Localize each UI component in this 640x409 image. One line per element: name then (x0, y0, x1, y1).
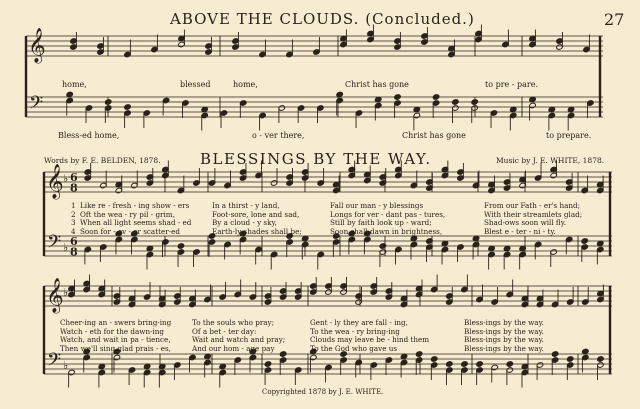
system2-bass-note-head (581, 238, 588, 244)
stanza-b-line-2-col-2: Of a bet - ter day: (192, 326, 257, 336)
stanza-a-line-1-col-1: Like re - fresh - ing show - ers (80, 201, 190, 210)
system1-lower-lyric-2: o - ver there, (252, 131, 305, 140)
stanza-a-line-4-col-3: Soon shall dawn in brightness, (330, 226, 443, 236)
bass-clef-icon: 𝄢 (47, 232, 62, 257)
system3-bass-note-head (279, 351, 286, 357)
stanza-a-line-3-col-1: When all light seems shad - ed (80, 218, 192, 228)
stanza-a-verse-number: 2 (71, 209, 76, 219)
stanza-b-line-1-col-2: To the souls who pray; (192, 318, 275, 327)
bass-clef-icon: 𝄢 (29, 93, 44, 118)
stanza-a-line-2-col-3: Longs for ver - dant pas - tures, (330, 209, 446, 219)
system2-treble-time-signature-top: 6 (70, 171, 78, 184)
system2-treble-time-signature-bottom: 8 (70, 181, 78, 195)
system3-bass-note-head (476, 361, 483, 367)
system3-bass-note-head (461, 361, 468, 367)
system1-upper-lyric-5: to pre - pare. (485, 80, 539, 89)
hymn-title: BLESSINGS BY THE WAY. (200, 150, 432, 168)
system1-upper-lyric-2: blessed (180, 80, 211, 89)
stanza-a-line-2-col-4: With their streamlets glad; (484, 209, 583, 219)
stanza-b-line-4-col-3: To the God who gave us (310, 343, 398, 353)
page-title (170, 10, 475, 28)
system2-bass-note-head (177, 243, 184, 249)
system1-lower-lyric-4: to prepare. (546, 131, 592, 140)
stanza-a-line-1-col-3: Fall our man - y blessings (330, 201, 424, 210)
copyright-notice: Copyrighted 1878 by J. E. WHITE. (262, 388, 384, 396)
system1-bass-note-head (471, 99, 478, 105)
stanza-a-line-2-col-2: Foot-sore, lone and sad, (212, 209, 300, 219)
system1-upper-lyric-3: home, (233, 80, 258, 89)
stanza-b-line-2-col-1: Watch - eth for the dawn-ing (60, 326, 165, 336)
music-credit: Music by J. E. WHITE, 1878. (496, 156, 605, 165)
stanza-b-line-3-col-4: Bless-ings by the way. (464, 335, 544, 345)
stanza-a-verse-number: 4 (71, 226, 76, 236)
treble-clef-icon: 𝄞 (28, 28, 46, 63)
system1-lower-lyric-1: Bless-ed home, (58, 131, 120, 140)
stanza-a-line-1-col-2: In a thirst - y land, (212, 201, 280, 210)
stanza-a-line-1-col-4: From our Fath - er's hand; (484, 201, 581, 210)
system1-lower-lyric-3: Christ has gone (402, 131, 466, 140)
stanza-a-line-3-col-3: Still by faith look up - ward; (330, 218, 432, 228)
flat-icon: ♭ (63, 286, 69, 299)
system2-bass-time-signature-bottom: 8 (70, 245, 78, 259)
stanza-a-verse-number: 1 (71, 201, 76, 210)
stanza-b-line-3-col-2: Wait and watch and pray; (192, 335, 286, 345)
stanza-a-line-3-col-4: Shad-ows soon will fly. (484, 218, 567, 228)
stanza-a-verse-number: 3 (71, 218, 76, 228)
system3-bass-note-head (431, 356, 438, 362)
flat-icon: ♭ (63, 172, 69, 185)
stanza-a-line-4-col-1: Soon for - ev - er scatter-ed (80, 226, 180, 236)
stanza-a-line-3-col-2: By a cloud - y sky, (212, 218, 277, 228)
treble-clef-icon: 𝄞 (46, 164, 64, 199)
system1-upper-lyric-4: Christ has gone (345, 80, 409, 89)
flat-icon: ♭ (63, 359, 69, 372)
stanza-a-line-4-col-4: Blest e - ter - ni - ty. (484, 226, 556, 236)
system3-bass-note-head (597, 356, 604, 362)
stanza-b-line-3-col-3: Clouds may leave be - hind them (310, 335, 430, 345)
page-number: 27 (604, 10, 625, 29)
system1-bass-note-head (394, 94, 401, 100)
system2-bass-time-signature-top: 6 (70, 235, 78, 248)
stanza-b-line-1-col-4: Bless-ings by the way. (464, 318, 544, 327)
stanza-b-line-1-col-3: Gent - ly they are fall - ing, (310, 318, 408, 327)
stanza-b-line-1-col-1: Cheer-ing an - swers bring-ing (60, 318, 172, 327)
flat-icon: ♭ (63, 241, 69, 254)
system1-upper-lyric-1: home, (62, 80, 87, 89)
stanza-b-line-4-col-1: Then we'll sing glad prais - es, (60, 343, 171, 353)
words-credit: Words by F. E. BELDEN, 1878. (44, 156, 161, 165)
system1-bass-note-head (432, 94, 439, 100)
bass-clef-icon: 𝄢 (47, 350, 62, 375)
stanza-b-line-4-col-4: Bless-ings by the way. (464, 343, 544, 353)
stanza-b-line-2-col-4: Bless-ings by the way. (464, 326, 544, 336)
system1-bass-note-head (105, 99, 112, 105)
stanza-b-line-3-col-1: Watch, and wait in pa - tience, (60, 335, 171, 345)
stanza-b-line-4-col-2: And our hom - age pay (192, 343, 275, 353)
stanza-b-line-2-col-3: To the wea - ry bring-ing (310, 326, 400, 336)
stanza-a-line-4-col-2: Earth-ly shades shall be; (212, 226, 302, 236)
system3-bass-note-head (551, 351, 558, 357)
system3-bass-note-head (264, 361, 271, 367)
system3-bass-note-head (446, 361, 453, 367)
system1-bass-note-head (124, 104, 131, 110)
title-subtitle: (Concluded.) (365, 10, 475, 28)
system3-bass-note-head (415, 351, 422, 357)
stanza-a-line-2-col-1: Oft the wea - ry pil - grim, (80, 209, 175, 219)
system3-bass-note-head (506, 361, 513, 367)
title-text: ABOVE THE CLOUDS. (170, 10, 360, 28)
treble-clef-icon: 𝄞 (46, 278, 64, 313)
system1-bass-note-head (452, 99, 459, 105)
system3-bass-note-head (567, 356, 574, 362)
